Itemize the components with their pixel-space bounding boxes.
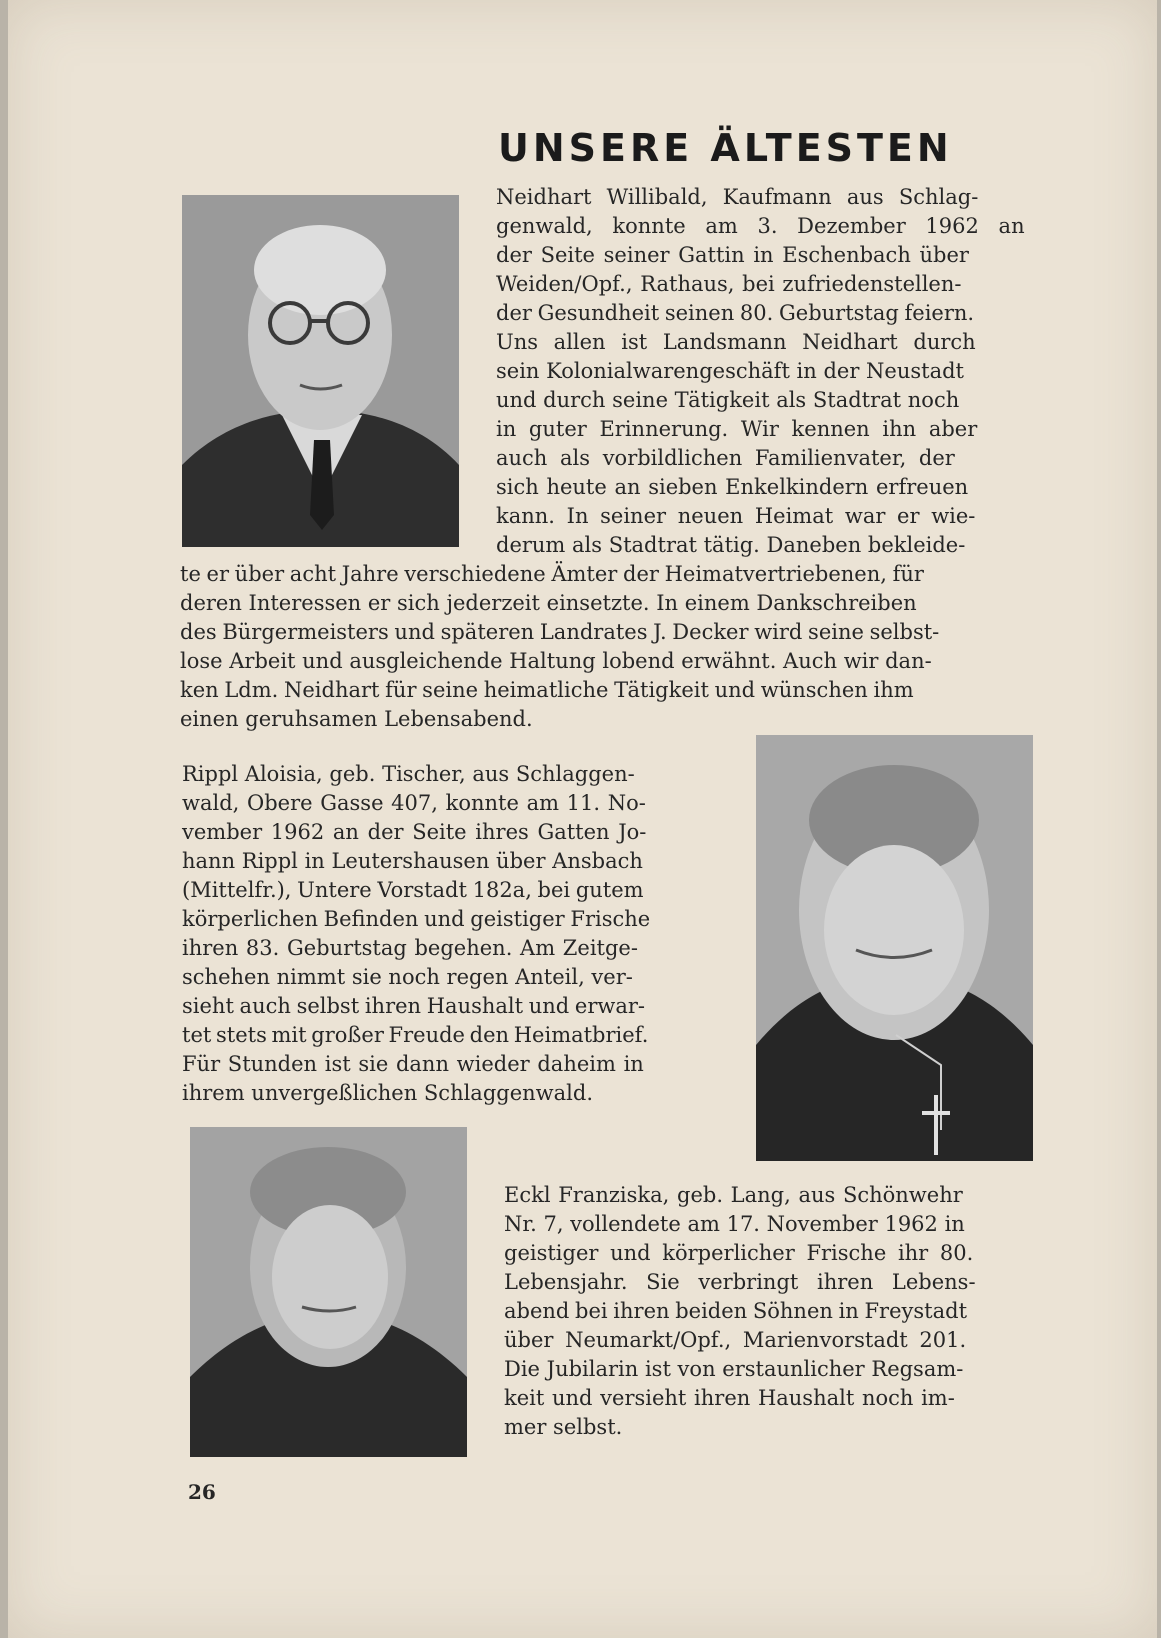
text-line: schehen nimmt sie noch regen Anteil, ver- (182, 965, 633, 989)
text-line: über Neumarkt/Opf., Marienvorstadt 201. (504, 1328, 967, 1352)
text-line: Lebensjahr. Sie verbringt ihren Lebens- (504, 1270, 976, 1294)
text-line: Uns allen ist Landsmann Neidhart durch (496, 330, 976, 354)
text-line: in guter Erinnerung. Wir kennen ihn aber (496, 417, 978, 441)
text-line: Eckl Franziska, geb. Lang, aus Schönwehr (504, 1183, 963, 1207)
text-line: derum als Stadtrat tätig. Daneben bekleide- (496, 533, 966, 557)
text-line: der Seite seiner Gattin in Eschenbach über (496, 243, 969, 267)
text-line: deren Interessen er sich jederzeit einsetzte. In einem Dankschreiben (180, 591, 917, 615)
text-line: abend bei ihren beiden Söhnen in Freystadt (504, 1299, 968, 1323)
text-line: sich heute an sieben Enkelkindern erfreuen (496, 475, 969, 499)
text-line: einen geruhsamen Lebensabend. (180, 707, 533, 731)
text-line: Für Stunden ist sie dann wieder daheim in (182, 1052, 644, 1076)
text-line: sein Kolonialwarengeschäft in der Neustadt (496, 359, 964, 383)
page-number: 26 (188, 1480, 216, 1504)
text-line: tet stets mit großer Freude den Heimatbrief. (182, 1023, 649, 1047)
document-page (8, 0, 1157, 1638)
text-line: te er über acht Jahre verschiedene Ämter der Heimatvertriebenen, für (180, 562, 924, 586)
text-line: Nr. 7, vollendete am 17. November 1962 in (504, 1212, 965, 1236)
text-line: wald, Obere Gasse 407, konnte am 11. No- (182, 791, 646, 815)
text-line: sieht auch selbst ihren Haushalt und erwar- (182, 994, 646, 1018)
text-line: ken Ldm. Neidhart für seine heimatliche Tätigkeit und wünschen ihm (180, 678, 914, 702)
text-line: Neidhart Willibald, Kaufmann aus Schlag- (496, 185, 979, 209)
portrait-photo-rippl (756, 735, 1033, 1161)
text-line: ihren 83. Geburtstag begehen. Am Zeitge- (182, 936, 638, 960)
text-line: lose Arbeit und ausgleichende Haltung lobend erwähnt. Auch wir dan- (180, 649, 932, 673)
text-line: Weiden/Opf., Rathaus, bei zufriedenstellen- (496, 272, 962, 296)
text-line: kann. In seiner neuen Heimat war er wie- (496, 504, 976, 528)
text-line: keit und versieht ihren Haushalt noch im- (504, 1386, 955, 1410)
text-line: des Bürgermeisters und späteren Landrates J. Decker wird seine selbst- (180, 620, 940, 644)
text-line: Die Jubilarin ist von erstaunlicher Regsam- (504, 1357, 964, 1381)
text-line: mer selbst. (504, 1415, 623, 1439)
portrait-photo-neidhart (182, 195, 459, 547)
text-line: vember 1962 an der Seite ihres Gatten Jo- (182, 820, 647, 844)
text-line: geistiger und körperlicher Frische ihr 80. (504, 1241, 974, 1265)
text-line: körperlichen Befinden und geistiger Frische (182, 907, 651, 931)
page-title: UNSERE ÄLTESTEN (498, 126, 953, 170)
text-line: hann Rippl in Leutershausen über Ansbach (182, 849, 643, 873)
text-line: ihrem unvergeßlichen Schlaggenwald. (182, 1081, 593, 1105)
portrait-photo-eckl (190, 1127, 467, 1457)
text-line: (Mittelfr.), Untere Vorstadt 182a, bei gutem (182, 878, 644, 902)
text-line: der Gesundheit seinen 80. Geburtstag feiern. (496, 301, 975, 325)
text-line: genwald, konnte am 3. Dezember 1962 an (496, 214, 1025, 238)
text-line: Rippl Aloisia, geb. Tischer, aus Schlaggen- (182, 762, 635, 786)
text-line: auch als vorbildlichen Familienvater, der (496, 446, 955, 470)
text-line: und durch seine Tätigkeit als Stadtrat noch (496, 388, 960, 412)
